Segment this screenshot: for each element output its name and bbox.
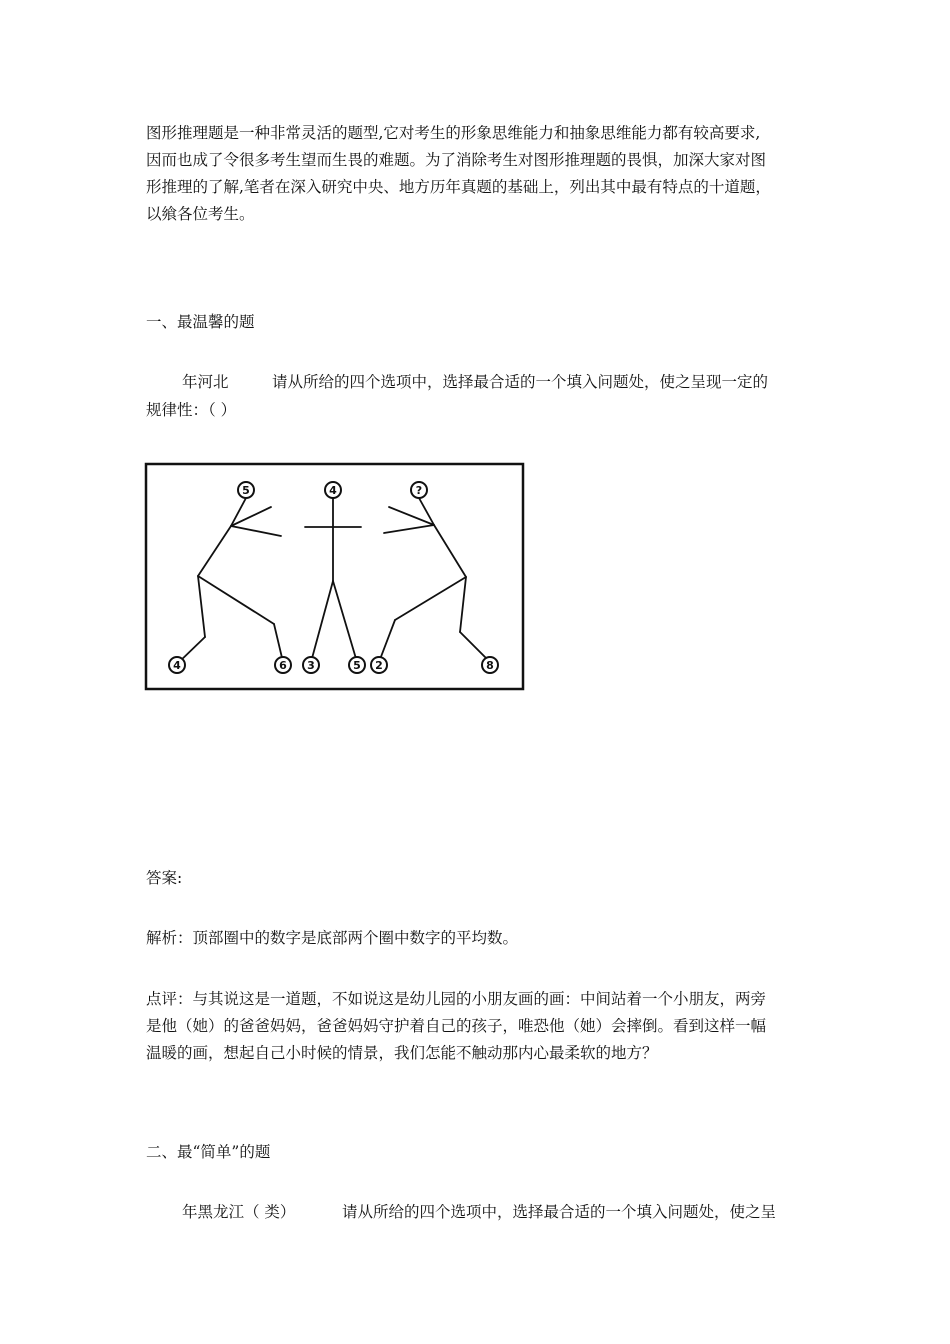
comment-line: 温暖的画，想起自己小时候的情景，我们怎能不触动那内心最柔软的地方？ <box>146 1044 658 1062</box>
node-right-bottom-right: 8 <box>486 659 494 672</box>
node-left-bottom-right: 6 <box>279 659 287 672</box>
stick-figure-puzzle <box>143 461 527 693</box>
question-2-text: 请从所给的四个选项中，选择最合适的一个填入问题处，使之呈 <box>342 1203 777 1221</box>
analysis-text: 解析：顶部圈中的数字是底部两个圈中数字的平均数。 <box>146 929 519 947</box>
intro-line: 图形推理题是一种非常灵活的题型,它对考生的形象思维能力和抽象思维能力都有较高要求, <box>146 124 761 142</box>
comment-line: 是他（她）的爸爸妈妈，爸爸妈妈守护着自己的孩子，唯恐他（她）会摔倒。看到这样一幅 <box>146 1017 767 1035</box>
intro-line: 以飨各位考生。 <box>146 205 255 223</box>
section-1-title: 一、最温馨的题 <box>146 313 255 331</box>
intro-line: 因而也成了令很多考生望而生畏的难题。为了消除考生对图形推理题的畏惧，加深大家对图 <box>146 151 767 169</box>
answer-label: 答案: <box>146 869 183 887</box>
question-1-text: 请从所给的四个选项中，选择最合适的一个填入问题处，使之呈现一定的 <box>272 373 769 391</box>
question-2-source: 年黑龙江（ 类） <box>182 1203 296 1221</box>
comment-line: 点评：与其说这是一道题，不如说这是幼儿园的小朋友画的画：中间站着一个小朋友，两旁 <box>146 990 767 1008</box>
node-middle-top: 4 <box>329 484 337 497</box>
node-middle-bottom-right: 5 <box>353 659 361 672</box>
question-1-text-cont: 规律性：（ ） <box>146 401 237 419</box>
question-1-source: 年河北 <box>182 373 229 391</box>
node-middle-bottom-left: 3 <box>307 659 315 672</box>
node-right-bottom-left: 2 <box>375 659 383 672</box>
intro-line: 形推理的了解,笔者在深入研究中央、地方历年真题的基础上，列出其中最有特点的十道题， <box>146 178 771 196</box>
node-left-top: 5 <box>242 484 250 497</box>
section-2-title: 二、最“简单”的题 <box>146 1143 271 1161</box>
node-right-top: ? <box>415 484 423 497</box>
node-left-bottom-left: 4 <box>173 659 181 672</box>
comment-paragraph <box>146 986 826 1067</box>
intro-paragraph <box>146 120 826 228</box>
